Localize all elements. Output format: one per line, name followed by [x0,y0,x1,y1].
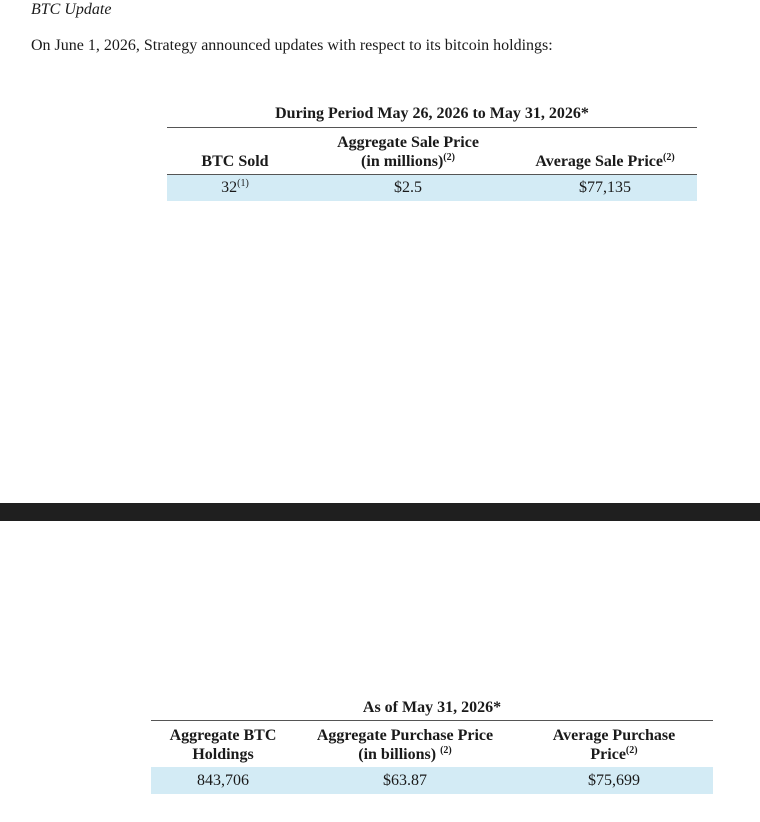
dark-divider-band [0,503,760,521]
btc-sold-table [167,104,697,201]
footnote-2: (2) [440,745,452,756]
footnote-2: (2) [625,745,638,756]
header-btc-sold-label: BTC Sold [201,153,269,170]
footnote-1: (1) [237,178,249,189]
header-aggregate-sale-price-line1: Aggregate Sale Price [337,134,479,151]
header-average-sale-price [513,152,697,171]
holdings-values-row [151,767,713,794]
footnote-2: (2) [662,152,675,163]
section-title: BTC Update [31,1,112,18]
header-btc-sold [167,152,303,171]
value-average-sale-price: $77,135 [579,179,631,196]
header-aggregate-sale-price-line2: (in millions) [361,153,444,170]
value-aggregate-btc-holdings: 843,706 [197,772,249,789]
header-aggregate-btc-holdings [151,726,295,764]
sales-header-rule [167,127,697,128]
value-aggregate-purchase-price: $63.87 [383,772,427,789]
header-average-purchase-price [515,726,713,764]
header-aggregate-purchase-price [295,726,515,764]
header-average-sale-price-label: Average Sale Price [535,153,663,170]
sales-period-heading: During Period May 26, 2026 to May 31, 2026* [275,105,589,122]
value-aggregate-sale-price: $2.5 [394,179,422,196]
header-aggregate-btc-holdings-line2: Holdings [192,746,254,763]
btc-holdings-table [151,698,713,794]
header-aggregate-purchase-price-line1: Aggregate Purchase Price [316,727,494,744]
header-average-purchase-price-line2: Price [590,746,626,763]
header-aggregate-purchase-price-line2: (in billions) [358,746,437,763]
footnote-2: (2) [443,152,455,163]
intro-paragraph: On June 1, 2026, Strategy announced updates with respect to its bitcoin holdings: [31,37,553,54]
header-aggregate-sale-price [303,133,513,171]
header-aggregate-btc-holdings-line1: Aggregate BTC [169,727,277,744]
holdings-period-heading: As of May 31, 2026* [362,699,502,716]
value-btc-sold [167,175,303,201]
holdings-header-rule [151,720,713,721]
value-btc-sold-number: 32 [221,179,238,196]
sales-values-row [167,175,697,201]
value-average-purchase-price: $75,699 [588,772,640,789]
header-average-purchase-price-line1: Average Purchase [552,727,676,744]
